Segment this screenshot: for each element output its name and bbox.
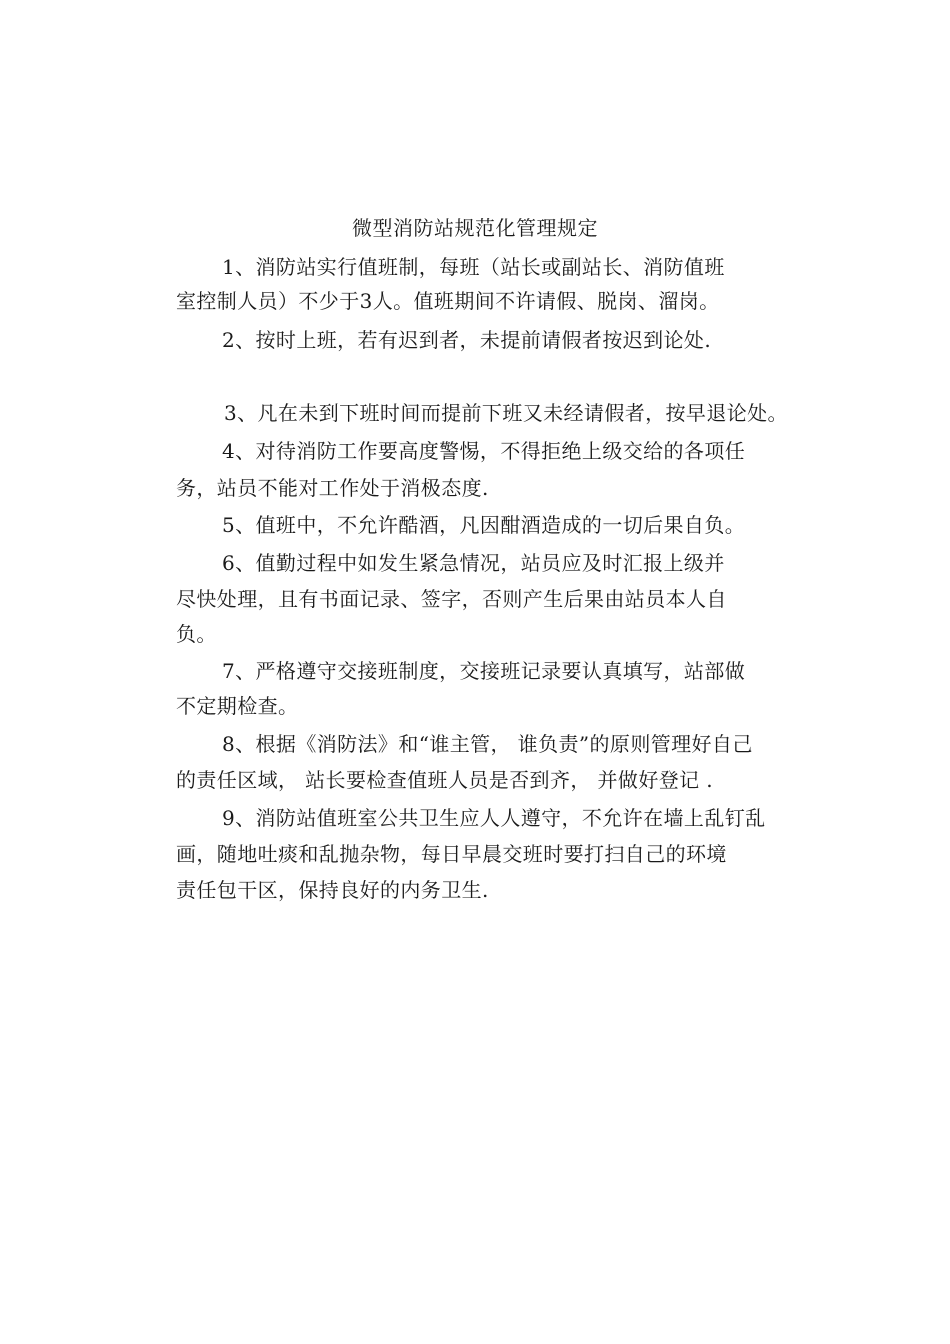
rule-9-line-3: 责任包干区，保持良好的内务卫生. [176,878,489,902]
rule-6-line-1: 6、值勤过程中如发生紧急情况，站员应及时汇报上级并 [222,551,725,575]
rule-8-line-1: 8、根据《消防法》和“谁主管， 谁负责”的原则管理好自己 [222,732,753,756]
rule-3-line-1: 3、凡在未到下班时间而提前下班又未经请假者，按早退论处。 [224,401,788,425]
rule-2-line-1: 2、按时上班，若有迟到者，未提前请假者按迟到论处. [222,328,712,352]
rule-5-line-1: 5、值班中，不允许酷酒，凡因酣酒造成的一切后果自负。 [222,513,746,537]
rule-9-line-2: 画，随地吐痰和乱抛杂物，每日早晨交班时要打扫自己的环境 [176,842,727,866]
rule-1-line-1: 1、消防站实行值班制，每班（站长或副站长、消防值班 [222,255,725,279]
rule-4-line-1: 4、对待消防工作要高度警惕，不得拒绝上级交给的各项任 [222,439,746,463]
rule-1-line-2: 室控制人员）不少于3人。值班期间不许请假、脱岗、溜岗。 [176,289,720,313]
rule-6-line-2: 尽快处理，且有书面记录、签字，否则产生后果由站员本人自 [176,587,727,611]
document-title: 微型消防站规范化管理规定 [352,216,598,240]
rule-9-line-1: 9、消防站值班室公共卫生应人人遵守，不允许在墙上乱钉乱 [222,806,766,830]
rule-4-line-2: 务，站员不能对工作处于消极态度. [176,476,489,500]
rule-7-line-1: 7、严格遵守交接班制度，交接班记录要认真填写，站部做 [222,659,746,683]
rule-7-line-2: 不定期检查。 [176,694,299,718]
rule-8-line-2: 的责任区域， 站长要检查值班人员是否到齐， 并做好登记 . [176,768,714,792]
rule-6-line-3: 负。 [176,622,217,646]
